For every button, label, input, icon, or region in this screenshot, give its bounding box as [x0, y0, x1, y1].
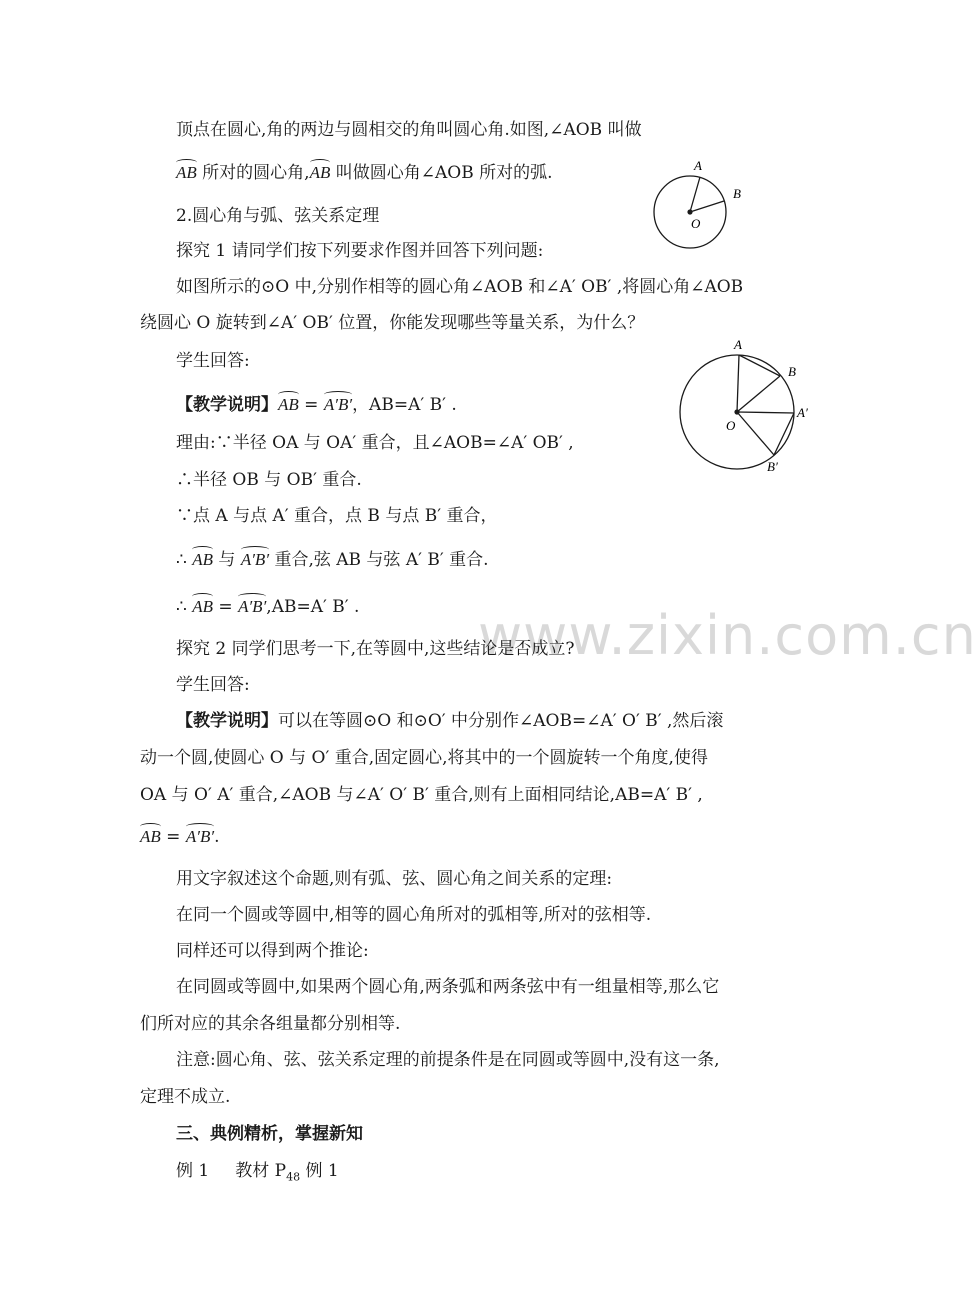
explore-1-heading: 探究 1 请同学们按下列要求作图并回答下列问题:: [176, 241, 544, 261]
arc-ab: AB: [176, 163, 197, 182]
figure-central-angle: [640, 150, 760, 260]
chord-a-prime-b-prime: [774, 413, 794, 455]
teaching-note-2-line2: 动一个圆,使圆心 O 与 O′ 重合,固定圆心,将其中的一个圆旋转一个角度,使得: [140, 748, 708, 768]
label-a: A: [694, 158, 702, 173]
reason-line-3: ∵点 A 与点 A′ 重合，点 B 与点 B′ 重合，: [176, 506, 498, 526]
text: ∴: [176, 550, 193, 570]
center-point: [734, 409, 739, 414]
text: ∴: [176, 597, 193, 617]
equals: =: [298, 395, 324, 415]
arc-a-prime-b-prime: A′B′: [323, 395, 353, 414]
label-o: O: [691, 216, 701, 231]
paragraph-note-line2: 定理不成立.: [140, 1087, 231, 1107]
text: ，AB=A′ B′ .: [352, 395, 457, 415]
arc-a-prime-b-prime: A′B′: [185, 827, 215, 846]
paragraph-corollary-line2: 们所对应的其余各组量都分别相等.: [140, 1014, 401, 1034]
reason-line-5: [176, 596, 359, 618]
paragraph-task-line1: 如图所示的⊙O 中,分别作相等的圆心角∠AOB 和∠A′ OB′ ,将圆心角∠AOB: [176, 277, 744, 297]
segment-ob: [737, 376, 780, 412]
paragraph-task-line2: 绕圆心 O 旋转到∠A′ OB′ 位置，你能发现哪些等量关系，为什么？: [140, 313, 645, 333]
label-b: B: [788, 364, 796, 379]
label-b: B: [733, 186, 741, 201]
note-label: 【教学说明】: [176, 395, 278, 415]
arc-ab: AB: [140, 827, 161, 846]
watermark: www.zixin.com.cn: [478, 604, 977, 667]
label-o: O: [726, 418, 736, 433]
arc-a-prime-b-prime: A′B′: [238, 597, 267, 616]
paragraph-corollary-line1: 在同圆或等圆中,如果两个圆心角,两条弧和两条弦中有一组量相等,那么它: [176, 977, 720, 997]
arc-ab: AB: [309, 163, 331, 182]
reason-line-4: [176, 549, 489, 571]
note-label: 【教学说明】: [176, 711, 278, 731]
teaching-note-2-line3: OA 与 O′ A′ 重合,∠AOB 与∠A′ O′ B′ 重合,则有上面相同结论,AB=A′ B′ ,: [140, 785, 703, 805]
chord-ab: [739, 355, 780, 376]
student-answer-label-2: 学生回答:: [176, 675, 250, 695]
equals: =: [213, 597, 239, 617]
segment-oa: [737, 355, 739, 412]
teaching-note-2-line1: [176, 710, 723, 732]
reason-line-2: ∴半径 OB 与 OB′ 重合.: [176, 470, 362, 490]
label-a: A: [734, 337, 742, 352]
paragraph-arc-definition: [176, 162, 553, 184]
text: 重合,弦 AB 与弦 A′ B′ 重合.: [269, 550, 489, 570]
text: 与: [213, 550, 241, 570]
text: ,AB=A′ B′ .: [266, 597, 360, 617]
arc-ab: AB: [278, 395, 299, 414]
figure-rotated-angles: [670, 330, 830, 490]
text: 叫做圆心角∠AOB 所对的弧.: [330, 163, 553, 183]
label-a-prime: A′: [797, 405, 808, 420]
paragraph-note-line1: 注意:圆心角、弦、弦关系定理的前提条件是在同圆或等圆中,没有这一条,: [176, 1050, 720, 1070]
example-label: 例 1: [176, 1161, 210, 1181]
label-b-prime: B′: [767, 459, 778, 474]
text: 可以在等圆⊙O 和⊙O′ 中分别作∠AOB=∠A′ O′ B′ ,然后滚: [278, 711, 724, 731]
page-subscript: 48: [286, 1170, 301, 1184]
segment-oa: [690, 177, 700, 212]
equals: =: [160, 827, 186, 847]
example-1: [176, 1160, 339, 1188]
segment-oa-prime: [737, 412, 794, 413]
paragraph-corollary-intro: 同样还可以得到两个推论:: [176, 941, 369, 961]
reason-line-1: 理由:∵半径 OA 与 OA′ 重合，且∠AOB=∠A′ OB′ ,: [176, 433, 574, 453]
segment-ob: [690, 201, 724, 212]
text: 例 1: [300, 1161, 339, 1181]
paragraph-theorem-intro: 用文字叙述这个命题,则有弧、弦、圆心角之间关系的定理:: [176, 869, 613, 889]
arc-ab: AB: [192, 597, 214, 616]
explore-2-heading: 探究 2 同学们思考一下,在等圆中,这些结论是否成立?: [176, 639, 575, 659]
arc-ab: AB: [192, 550, 214, 569]
student-answer-label: 学生回答:: [176, 351, 250, 371]
text: 所对的圆心角,: [196, 163, 310, 183]
text: 教材 P: [235, 1161, 287, 1181]
text: .: [214, 827, 220, 847]
paragraph-definition: 顶点在圆心,角的两边与圆相交的角叫圆心角.如图,∠AOB 叫做: [176, 120, 642, 140]
center-point: [687, 209, 692, 214]
teaching-note-2-line4: [140, 826, 219, 848]
section-heading-2: 2.圆心角与弧、弦关系定理: [176, 206, 380, 226]
teaching-note-1: [176, 394, 457, 416]
arc-a-prime-b-prime: A′B′: [240, 550, 270, 569]
section-heading-3: 三、典例精析，掌握新知: [176, 1124, 363, 1144]
paragraph-theorem: 在同一个圆或等圆中,相等的圆心角所对的弧相等,所对的弦相等.: [176, 905, 652, 925]
segment-ob-prime: [737, 412, 774, 455]
